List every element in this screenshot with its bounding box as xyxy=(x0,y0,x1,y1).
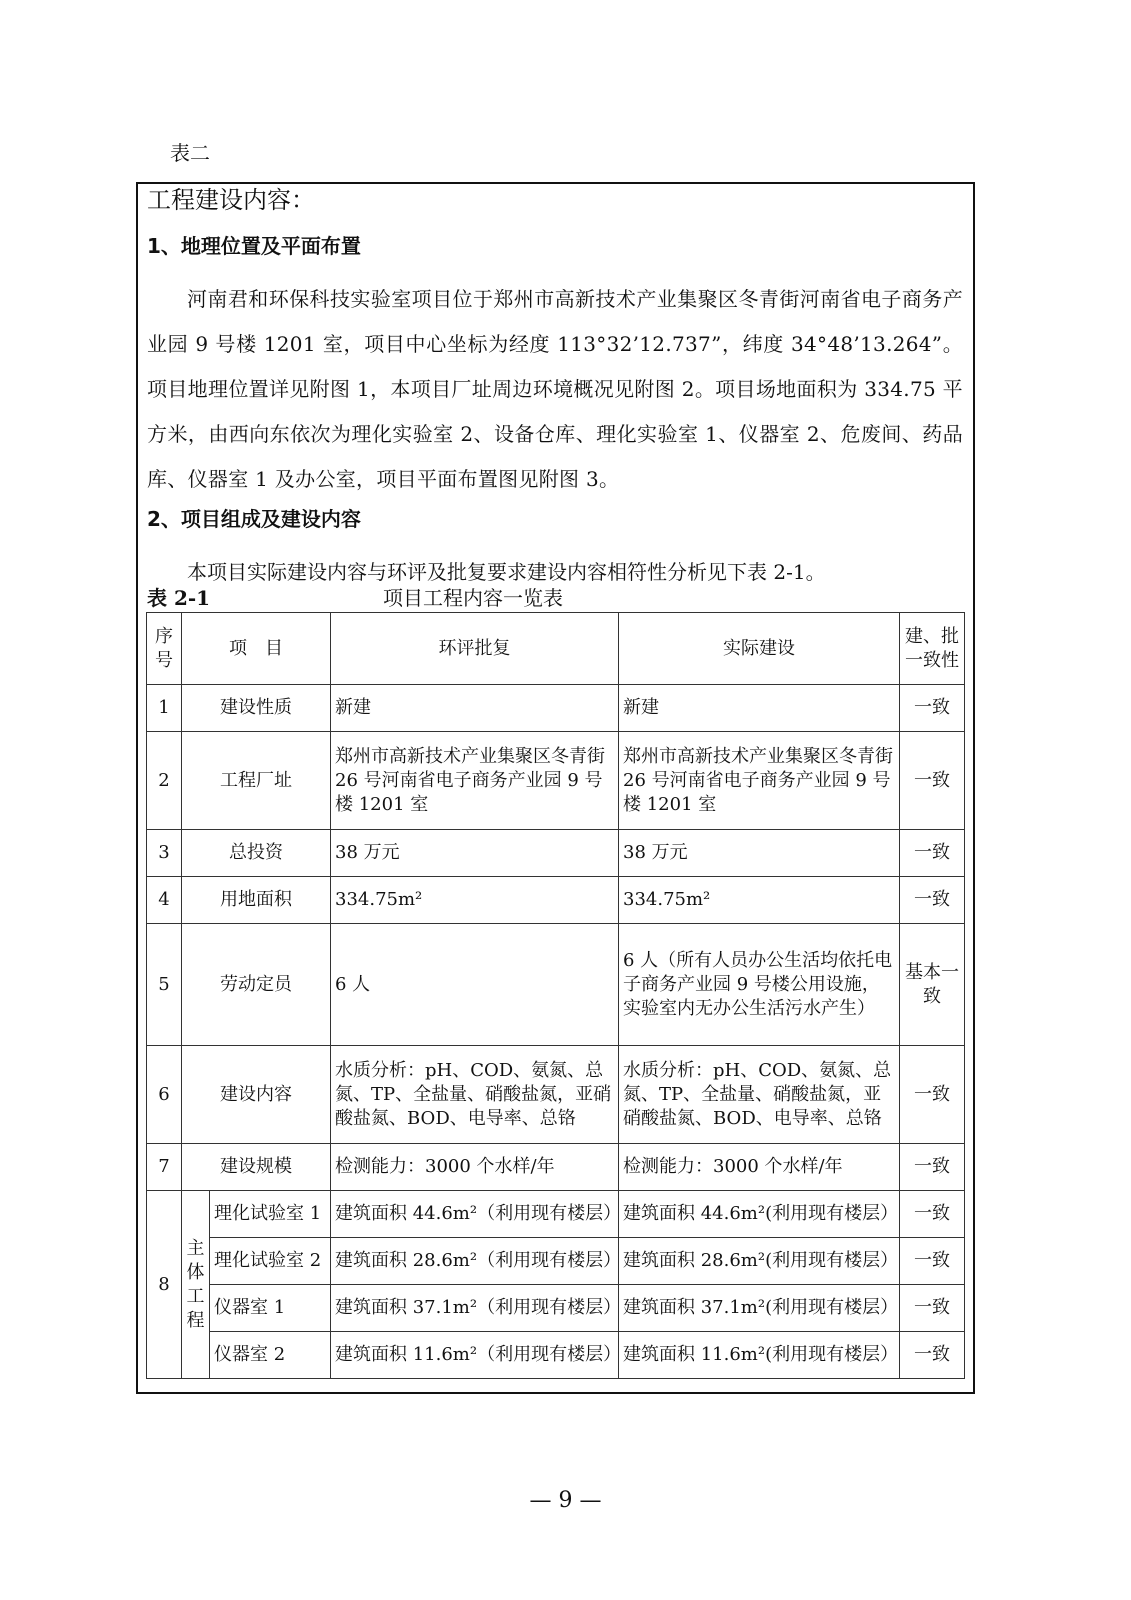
table-number: 表 2-1 xyxy=(147,586,211,610)
row-item: 劳动定员 xyxy=(182,924,331,1046)
table-title: 项目工程内容一览表 xyxy=(383,586,563,610)
row-approved: 建筑面积 11.6m²（利用现有楼层） xyxy=(331,1332,619,1379)
row-consistency: 一致 xyxy=(900,685,965,732)
row-approved: 6 人 xyxy=(331,924,619,1046)
table-header-row xyxy=(147,613,965,685)
header-cell: 实际建设 xyxy=(619,613,900,685)
row-item: 建设内容 xyxy=(182,1046,331,1144)
table-row xyxy=(147,1238,965,1285)
table-row xyxy=(147,1191,965,1238)
row-actual: 334.75m² xyxy=(619,877,900,924)
row-actual: 建筑面积 28.6m²(利用现有楼层） xyxy=(619,1238,900,1285)
table-row xyxy=(147,1046,965,1144)
table-row xyxy=(147,1285,965,1332)
row-number: 1 xyxy=(147,685,182,732)
row-number: 4 xyxy=(147,877,182,924)
sub-item: 仪器室 2 xyxy=(210,1332,331,1379)
row-consistency: 一致 xyxy=(900,1191,965,1238)
page-number: — 9 — xyxy=(529,1488,602,1513)
table-row xyxy=(147,830,965,877)
section-title: 工程建设内容： xyxy=(147,186,315,214)
sub-item: 理化试验室 2 xyxy=(210,1238,331,1285)
row-approved: 建筑面积 44.6m²（利用现有楼层） xyxy=(331,1191,619,1238)
table-row xyxy=(147,924,965,1046)
row-consistency: 一致 xyxy=(900,1285,965,1332)
row-number: 7 xyxy=(147,1144,182,1191)
group-number: 8 xyxy=(147,1191,182,1379)
sub-item: 仪器室 1 xyxy=(210,1285,331,1332)
row-actual: 建筑面积 11.6m²(利用现有楼层） xyxy=(619,1332,900,1379)
row-actual: 38 万元 xyxy=(619,830,900,877)
row-number: 3 xyxy=(147,830,182,877)
table-row xyxy=(147,1144,965,1191)
header-cell: 序号 xyxy=(147,613,182,685)
header-cell: 建、批一致性 xyxy=(900,613,965,685)
row-actual: 6 人（所有人员办公生活均依托电子商务产业园 9 号楼公用设施，实验室内无办公生活污水产生） xyxy=(619,924,900,1046)
row-item: 总投资 xyxy=(182,830,331,877)
row-consistency: 一致 xyxy=(900,1238,965,1285)
row-actual: 建筑面积 44.6m²(利用现有楼层） xyxy=(619,1191,900,1238)
row-consistency: 一致 xyxy=(900,1046,965,1144)
row-consistency: 一致 xyxy=(900,1332,965,1379)
table-row xyxy=(147,877,965,924)
row-number: 5 xyxy=(147,924,182,1046)
heading-composition: 2、项目组成及建设内容 xyxy=(147,507,361,531)
row-approved: 检测能力：3000 个水样/年 xyxy=(331,1144,619,1191)
table-caption xyxy=(147,582,963,614)
table-row xyxy=(147,685,965,732)
row-item: 建设规模 xyxy=(182,1144,331,1191)
row-approved: 建筑面积 37.1m²（利用现有楼层） xyxy=(331,1285,619,1332)
row-item: 用地面积 xyxy=(182,877,331,924)
row-consistency: 一致 xyxy=(900,877,965,924)
row-approved: 建筑面积 28.6m²（利用现有楼层） xyxy=(331,1238,619,1285)
group-label: 主体工程 xyxy=(182,1191,210,1379)
row-actual: 新建 xyxy=(619,685,900,732)
row-consistency: 一致 xyxy=(900,732,965,830)
header-cell: 环评批复 xyxy=(331,613,619,685)
row-number: 2 xyxy=(147,732,182,830)
project-table xyxy=(146,612,965,1379)
row-item: 工程厂址 xyxy=(182,732,331,830)
row-approved: 郑州市高新技术产业集聚区冬青街 26 号河南省电子商务产业园 9 号楼 1201 室 xyxy=(331,732,619,830)
table-intro: 本项目实际建设内容与环评及批复要求建设内容相符性分析见下表 2-1。 xyxy=(187,560,826,584)
row-number: 6 xyxy=(147,1046,182,1144)
row-consistency: 一致 xyxy=(900,830,965,877)
header-cell: 项 目 xyxy=(182,613,331,685)
row-consistency: 基本一致 xyxy=(900,924,965,1046)
row-actual: 检测能力：3000 个水样/年 xyxy=(619,1144,900,1191)
row-actual: 水质分析：pH、COD、氨氮、总氮、TP、全盐量、硝酸盐氮，亚硝酸盐氮、BOD、电导率、总铬 xyxy=(619,1046,900,1144)
row-item: 建设性质 xyxy=(182,685,331,732)
row-actual: 建筑面积 37.1m²(利用现有楼层） xyxy=(619,1285,900,1332)
table-row xyxy=(147,732,965,830)
sub-item: 理化试验室 1 xyxy=(210,1191,331,1238)
row-approved: 新建 xyxy=(331,685,619,732)
page-label: 表二 xyxy=(170,141,210,165)
table-row xyxy=(147,1332,965,1379)
row-approved: 334.75m² xyxy=(331,877,619,924)
location-paragraph: 河南君和环保科技实验室项目位于郑州市高新技术产业集聚区冬青街河南省电子商务产业园 9 号楼 1201 室，项目中心坐标为经度 113°32’12.737”，纬度 34°48’13.264”。项目地理位置详见附图 1，本项目厂址周边环境概况见附图 2。项目场地面积为 334.75 平方米，由西向东依次为理化实验室 2、设备仓库、理化实验室 1、仪器室 2、危废间、药品库、仪器室 1 及办公室，项目平面布置图见附图 3。 xyxy=(147,287,963,491)
row-approved: 38 万元 xyxy=(331,830,619,877)
row-approved: 水质分析：pH、COD、氨氮、总氮、TP、全盐量、硝酸盐氮，亚硝酸盐氮、BOD、电导率、总铬 xyxy=(331,1046,619,1144)
row-consistency: 一致 xyxy=(900,1144,965,1191)
heading-location: 1、地理位置及平面布置 xyxy=(147,234,361,258)
row-actual: 郑州市高新技术产业集聚区冬青街 26 号河南省电子商务产业园 9 号楼 1201 室 xyxy=(619,732,900,830)
content-area xyxy=(147,185,963,595)
